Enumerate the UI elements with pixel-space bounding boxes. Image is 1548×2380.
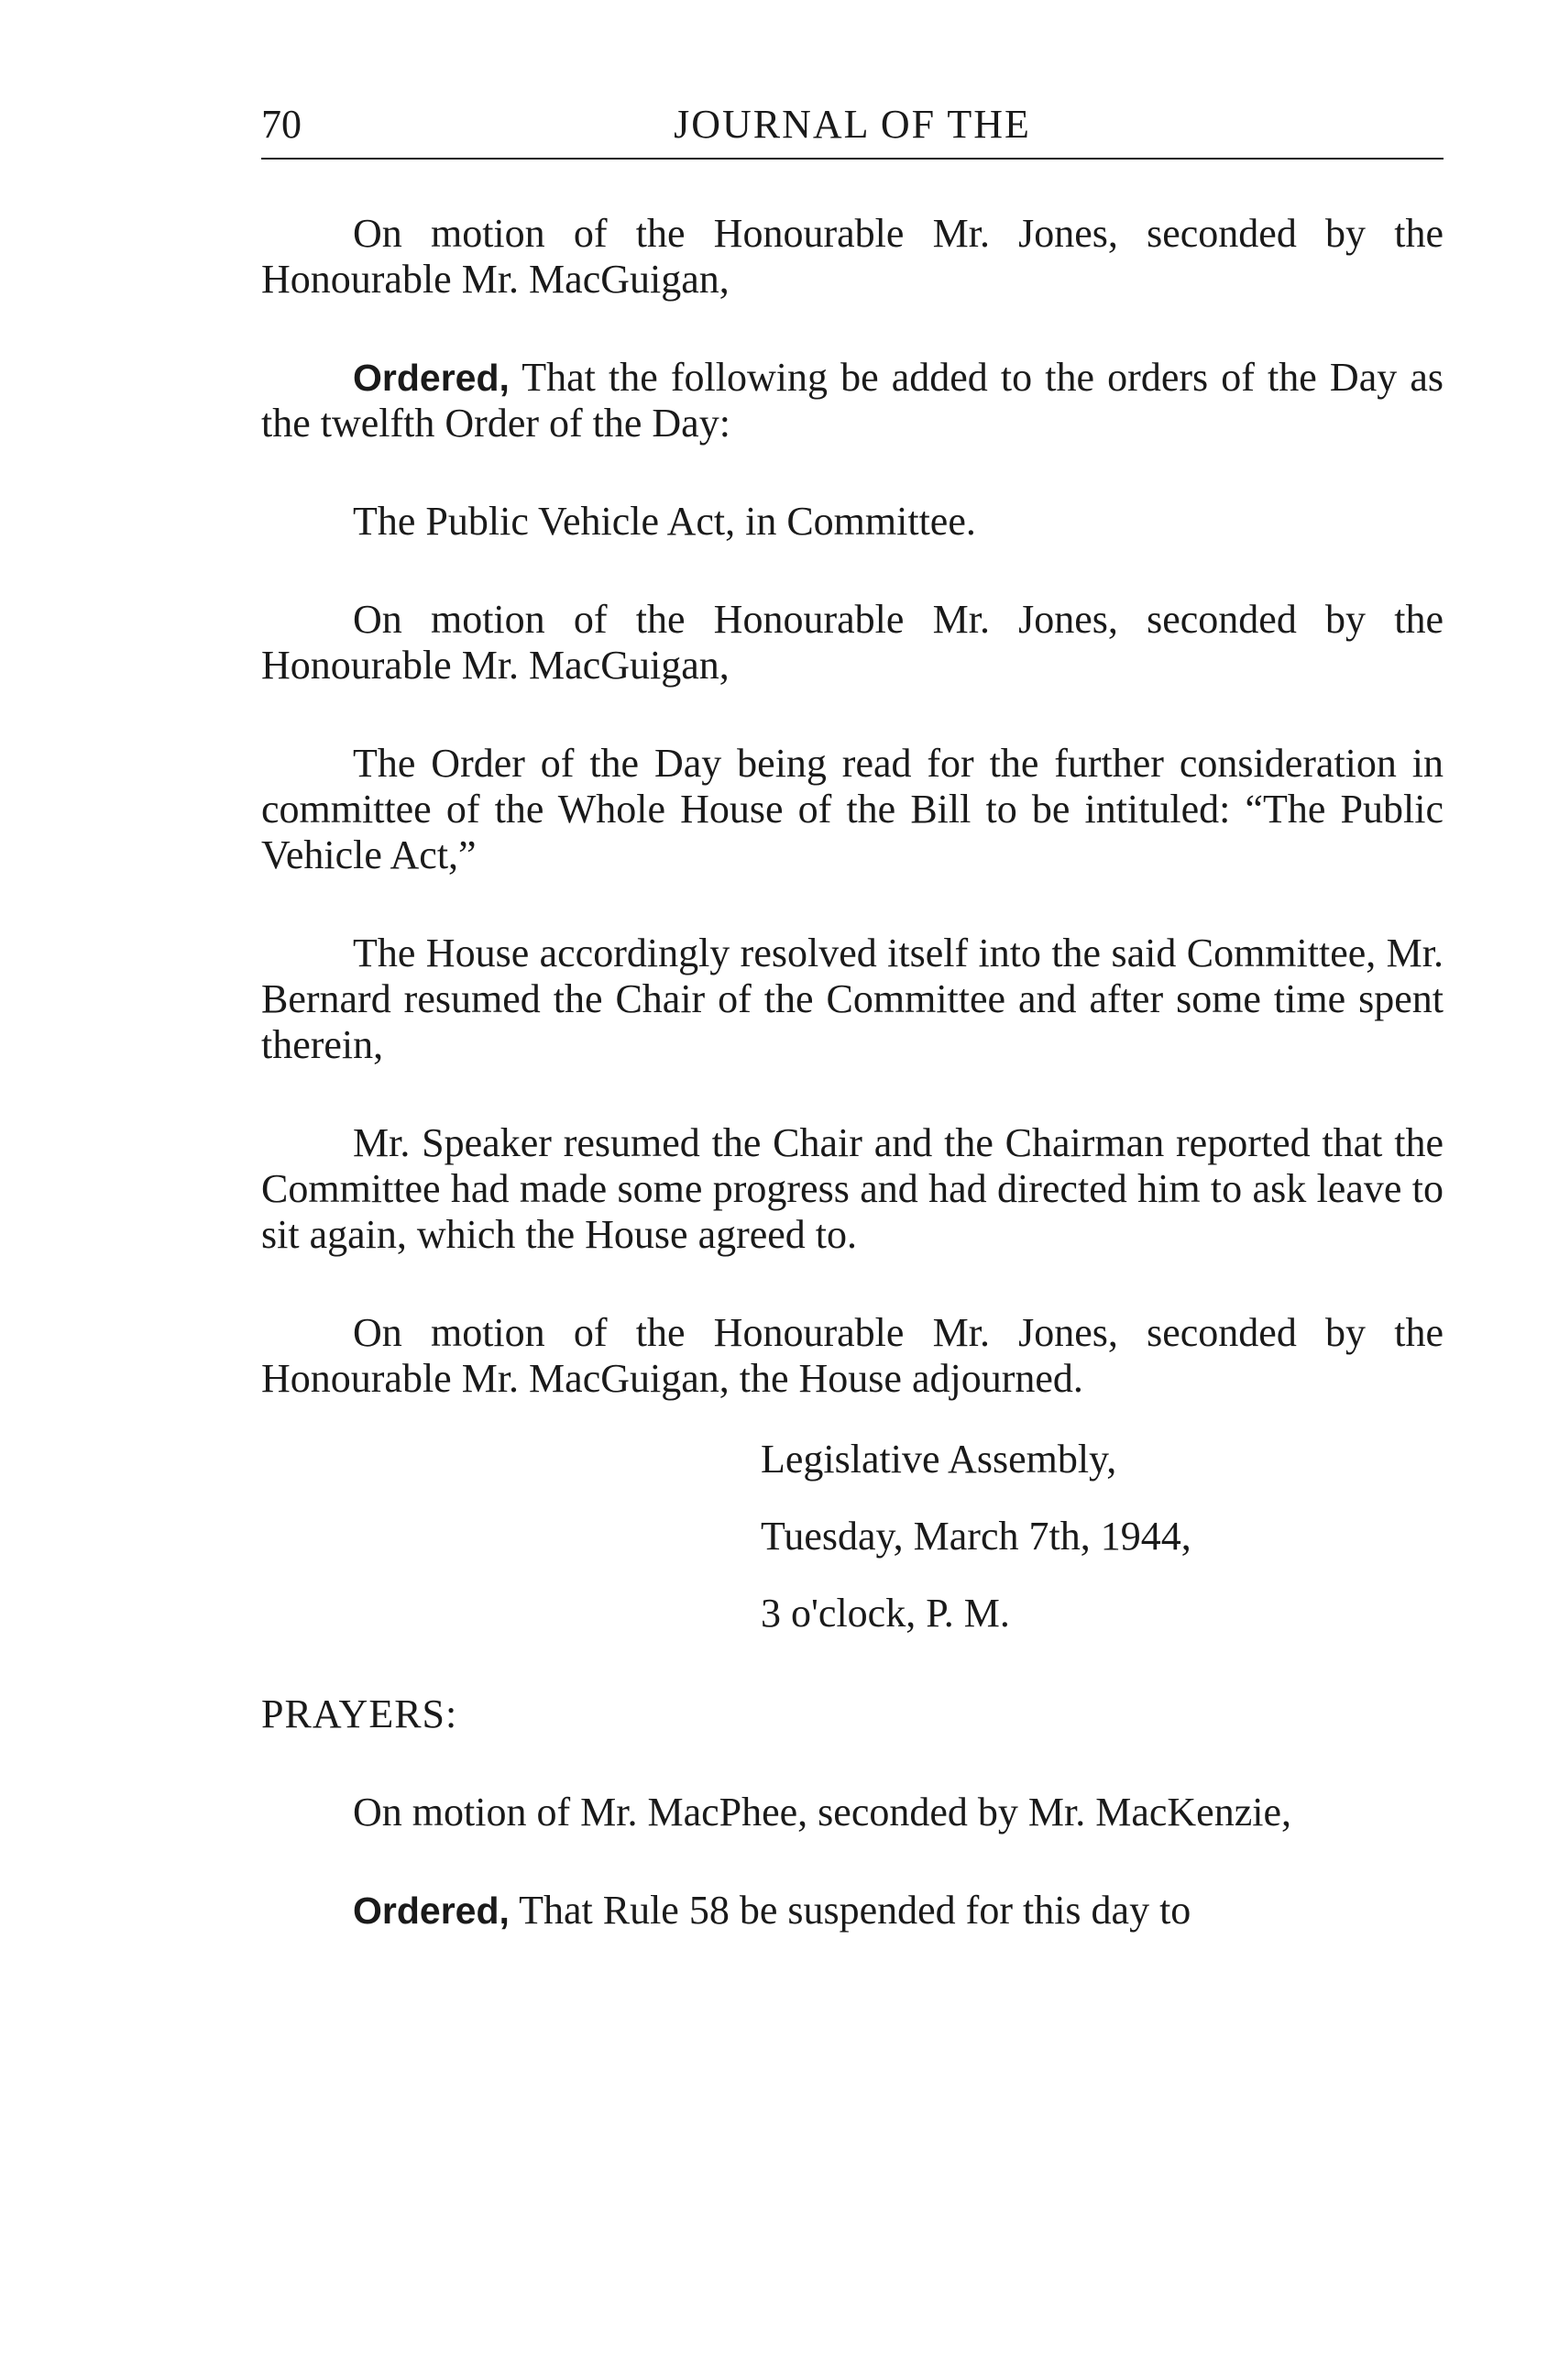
- paragraph-house-committee: [261, 931, 1444, 1068]
- paragraph-speaker-resumed: [261, 1120, 1444, 1258]
- page-number: 70: [261, 102, 302, 147]
- paragraph-motion-2: [261, 597, 1444, 689]
- paragraph-text: That Rule 58 be suspended for this day to: [509, 1888, 1191, 1933]
- paragraph-text: On motion of the Honourable Mr. Jones, seconded by the Honourable Mr. MacGuigan,: [261, 597, 1444, 688]
- paragraph-ordered-1: [261, 355, 1444, 446]
- paragraph-motion-macphee: [261, 1790, 1444, 1835]
- running-title: JOURNAL OF THE: [674, 102, 1031, 147]
- page-header: [261, 99, 1444, 163]
- dateline-assembly: Legislative Assembly,: [761, 1437, 1117, 1482]
- paragraph-text: The House accordingly resolved itself into the said Committee, Mr. Bernard resumed the Chair of the Committee and after some time spent therein,: [261, 931, 1444, 1067]
- paragraph-text: On motion of Mr. MacPhee, seconded by Mr. MacKenzie,: [353, 1790, 1291, 1835]
- dateline-date: Tuesday, March 7th, 1944,: [761, 1514, 1191, 1559]
- paragraph-order-of-day: [261, 741, 1444, 878]
- paragraph-text: On motion of the Honourable Mr. Jones, seconded by the Honourable Mr. MacGuigan,: [261, 211, 1444, 302]
- paragraph-ordered-2: [261, 1888, 1444, 1934]
- body-text: [261, 211, 1444, 1986]
- paragraph-text: The Public Vehicle Act, in Committee.: [353, 499, 976, 544]
- paragraph-text: On motion of the Honourable Mr. Jones, seconded by the Honourable Mr. MacGuigan, the House adjourned.: [261, 1310, 1444, 1401]
- paragraph-text: That the following be added to the orders of the Day as the twelfth Order of the Day:: [261, 355, 1444, 446]
- dateline-time: 3 o'clock, P. M.: [761, 1591, 1010, 1636]
- paragraph-adjourned: [261, 1310, 1444, 1402]
- paragraph-motion-1: [261, 211, 1444, 303]
- dateline: [761, 1437, 1444, 1636]
- section-heading-prayers: PRAYERS:: [261, 1691, 458, 1736]
- paragraph-act-in-committee: [261, 499, 1444, 545]
- header-rule: [261, 158, 1444, 160]
- paragraph-text: Mr. Speaker resumed the Chair and the Chairman reported that the Committee had made some progress and had directed him to ask leave to sit again, which the House agreed to.: [261, 1120, 1444, 1257]
- paragraph-text: The Order of the Day being read for the further consideration in committee of the Whole House of the Bill to be intituled: “The Public Vehicle Act,”: [261, 741, 1444, 877]
- ordered-lead: Ordered,: [353, 1890, 510, 1932]
- ordered-lead: Ordered,: [353, 357, 510, 399]
